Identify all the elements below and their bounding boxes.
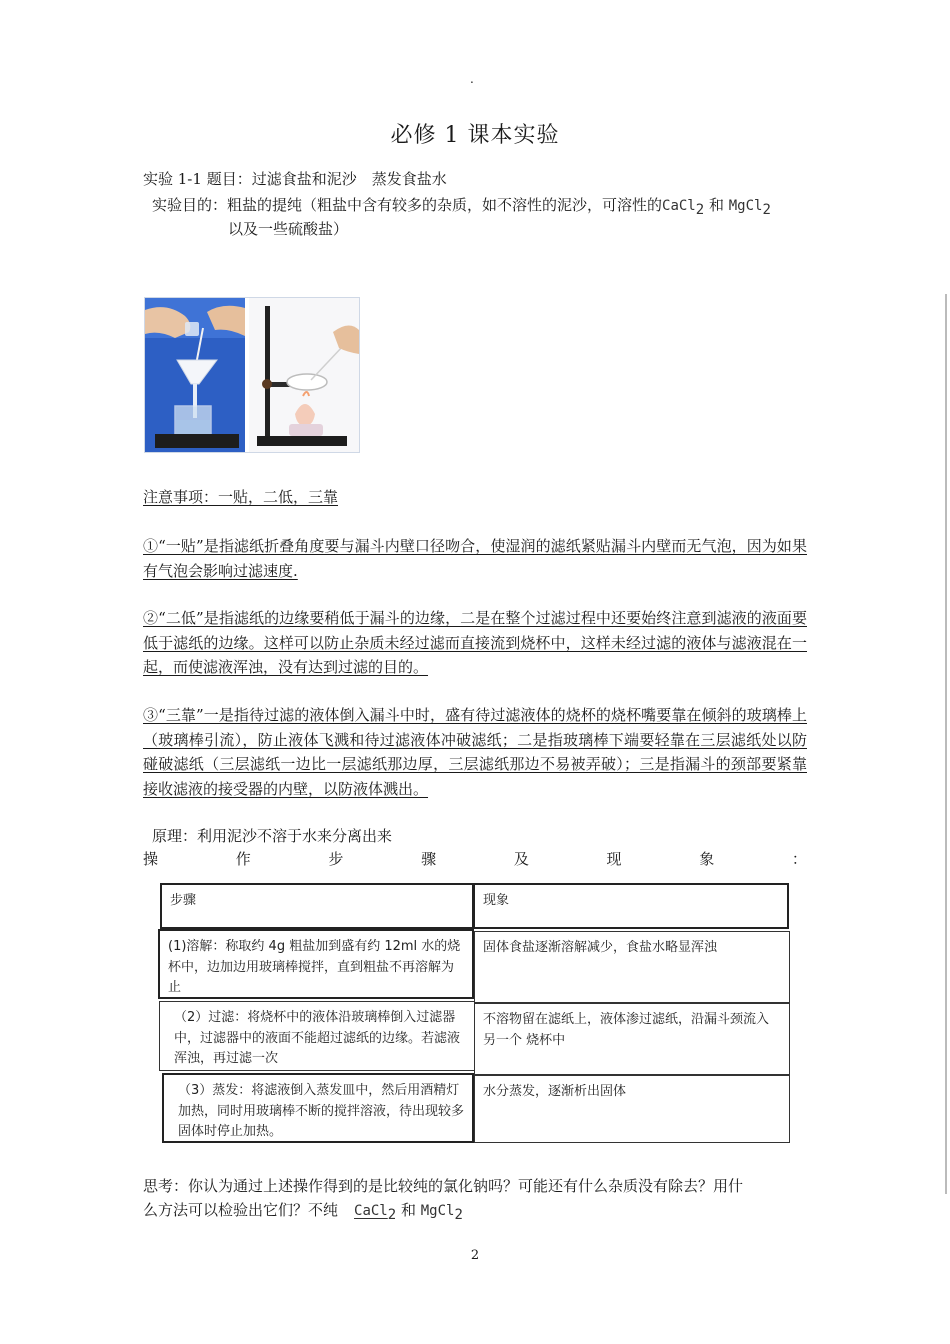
operation-char: 及 <box>513 850 529 868</box>
purpose-cacl-sub: 2 <box>695 202 705 218</box>
table-header-phenomenon: 现象 <box>473 883 789 929</box>
purpose-text: 实验目的：粗盐的提纯（粗盐中含有较多的杂质，如不溶性的泥沙，可溶性的 <box>152 196 663 214</box>
operation-heading <box>143 848 807 869</box>
table-row-3-step: （3）蒸发：将滤液倒入蒸发皿中，然后用酒精灯加热，同时用玻璃棒不断的搅拌溶液，待出现较多固体时停止加热。 <box>162 1073 474 1143</box>
purpose-and: 和 <box>708 196 724 214</box>
header-dot: . <box>470 72 474 86</box>
page-number: 2 <box>470 1248 480 1263</box>
operation-char: 操 <box>143 850 159 868</box>
table-row-1-phenomenon: 固体食盐逐渐溶解减少，食盐水略显浑浊 <box>474 931 790 1003</box>
purpose-mgcl-sub: 2 <box>762 202 771 218</box>
table-header-step: 步骤 <box>160 883 474 929</box>
experiment-photos <box>144 297 360 453</box>
operation-char: 作 <box>235 850 251 868</box>
purpose-mgcl: MgCl <box>728 198 763 214</box>
page-title: 必修 1 课本实验 <box>390 123 560 148</box>
thinking-mgcl: MgCl <box>420 1203 455 1219</box>
operation-char: 骤 <box>421 850 437 868</box>
funnel-filtration-photo <box>145 298 245 452</box>
experiment-purpose <box>152 194 771 218</box>
operation-char: 象 <box>699 850 715 868</box>
note-paragraph-3: ③“三靠”一是指待过滤的液体倒入漏斗中时，盛有待过滤液体的烧杯的烧杯嘴要靠在倾斜的玻璃棒上（玻璃棒引流），防止液体飞溅和待过滤液体冲破滤纸；二是指玻璃棒下端要轻靠在三层滤纸处以防碰破滤纸（三层滤纸一边比一层滤纸那边厚，三层滤纸那边不易被弄破）；三是指漏斗的颈部要紧靠接收滤液的接受器的内壁，以防液体溅出。 <box>143 706 807 798</box>
steps-table <box>145 875 798 1165</box>
thinking-line-1: 思考：你认为通过上述操作得到的是比较纯的氯化钠吗？可能还有什么杂质没有除去？用什 <box>143 1177 744 1195</box>
evaporation-stand-photo <box>249 298 359 452</box>
table-row-1-step: (1)溶解：称取约 4g 粗盐加到盛有约 12ml 水的烧杯中，边加边用玻璃棒搅拌，直到粗盐不再溶解为止 <box>158 929 474 999</box>
experiment-heading: 实验 1-1 题目：过滤食盐和泥沙 蒸发食盐水 <box>143 170 447 188</box>
operation-char: 现 <box>606 850 622 868</box>
thinking-mgcl-sub: 2 <box>454 1207 463 1223</box>
table-row-3-phenomenon: 水分蒸发，逐渐析出固体 <box>474 1075 790 1143</box>
note-paragraph-2: ②“二低”是指滤纸的边缘要稍低于漏斗的边缘，二是在整个过滤过程中还要始终注意到滤液的液面要低于滤纸的边缘。这样可以防止杂质未经过滤而直接流到烧杯中，这样未经过滤的液体与滤液混在一起，而使滤液浑浊，没有达到过滤的目的。 <box>143 609 807 676</box>
thinking-line-2 <box>143 1199 463 1223</box>
operation-char: ： <box>791 850 807 868</box>
notes-heading: 注意事项：一贴，二低，三靠 <box>143 488 339 506</box>
purpose-cacl: CaCl <box>662 198 696 214</box>
thinking-prefix: 么方法可以检验出它们？不纯 <box>143 1201 339 1219</box>
experiment-purpose-line2: 以及一些硫酸盐） <box>228 220 349 238</box>
table-row-2-phenomenon: 不溶物留在滤纸上，液体渗过滤纸，沿漏斗颈流入另一个 烧杯中 <box>474 1003 790 1075</box>
table-row-2-step: （2）过滤：将烧杯中的液体沿玻璃棒倒入过滤器中，过滤器中的液面不能超过滤纸的边缘。若滤液浑浊，再过滤一次 <box>159 1001 475 1071</box>
principle-text: 原理：利用泥沙不溶于水来分离出来 <box>152 827 393 845</box>
note-paragraph-1: ①“一贴”是指滤纸折叠角度要与漏斗内壁口径吻合，使湿润的滤纸紧贴漏斗内壁而无气泡，因为如果有气泡会影响过滤速度. <box>143 537 807 580</box>
thinking-and: 和 <box>400 1201 416 1219</box>
operation-char: 步 <box>328 850 344 868</box>
thinking-cacl: CaCl <box>354 1203 388 1219</box>
thinking-cacl-sub: 2 <box>387 1207 397 1223</box>
page-edge-line <box>945 294 947 1194</box>
